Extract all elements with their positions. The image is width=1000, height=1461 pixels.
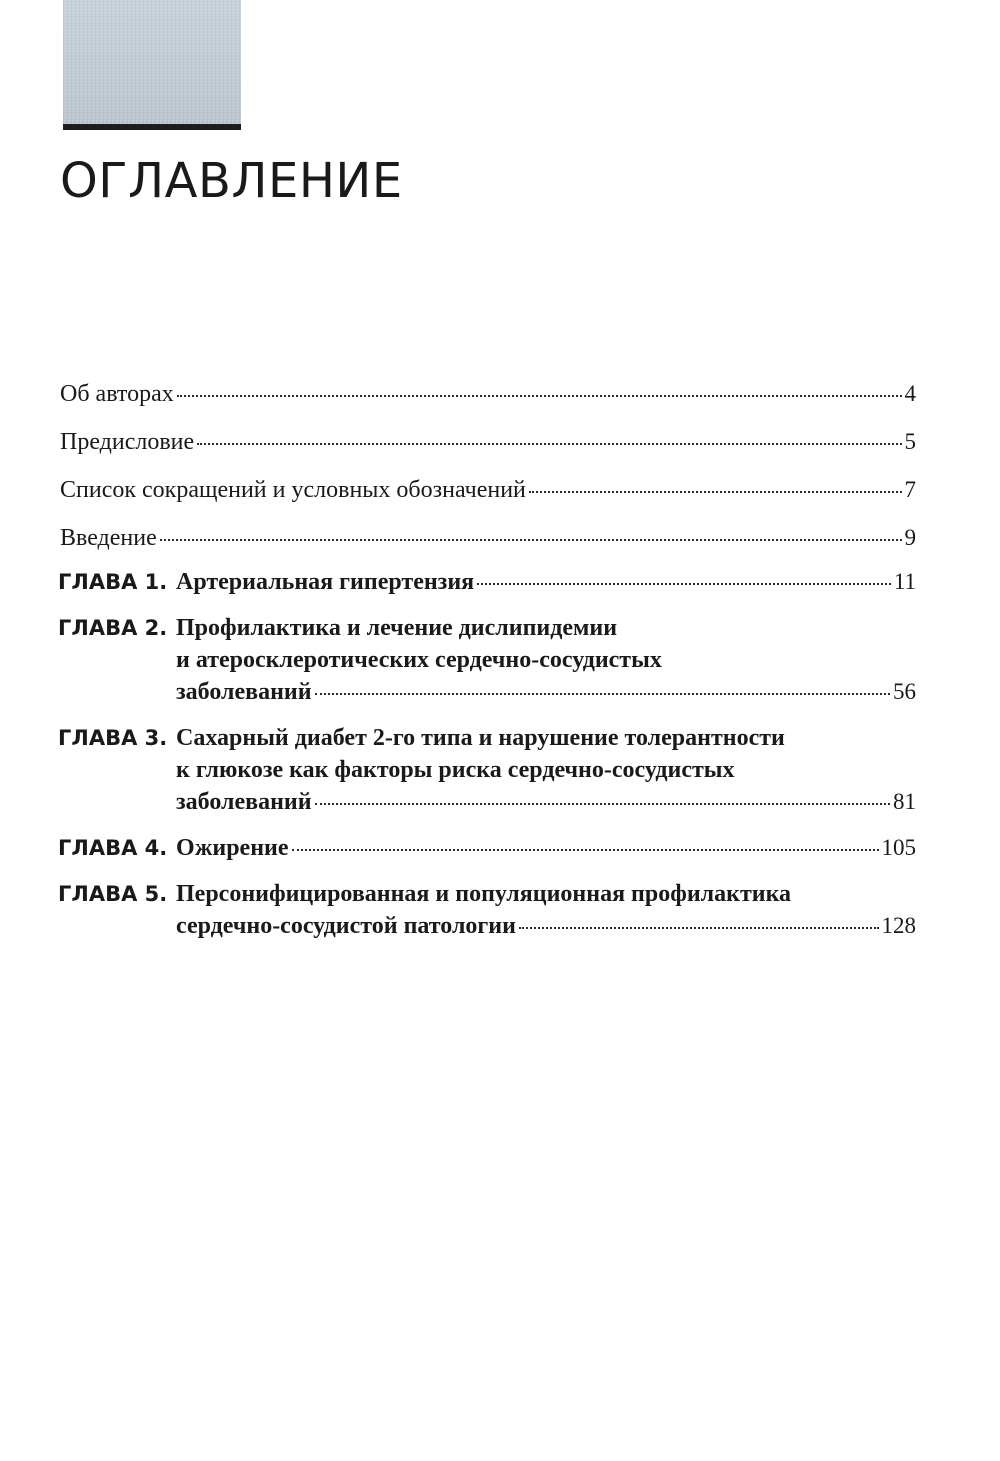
toc-entry-title: заболеваний (176, 679, 312, 705)
dot-leader (477, 583, 891, 585)
chapter-label: ГЛАВА 1. (58, 570, 168, 594)
toc-entry-preface[interactable] (58, 410, 916, 458)
toc-page-number: 7 (904, 477, 916, 502)
dot-leader (519, 927, 879, 929)
page-title: ОГЛАВЛЕНИЕ (60, 153, 403, 209)
toc-page-number: 56 (893, 679, 916, 704)
toc-page-number: 128 (881, 913, 916, 938)
table-of-contents (58, 362, 916, 956)
toc-entry-line: Персонифицированная и популяционная профилактика (176, 881, 792, 907)
toc-entry-line: и атеросклеротических сердечно-сосудистых (176, 647, 662, 673)
toc-entry-title: Ожирение (176, 835, 289, 861)
toc-entry-line: Профилактика и лечение дислипидемии (176, 615, 618, 641)
chapter-label: ГЛАВА 4. (58, 836, 168, 860)
toc-chapter-2[interactable] (58, 612, 916, 708)
chapter-label: ГЛАВА 2. (58, 616, 168, 640)
dot-leader (315, 693, 890, 695)
toc-page-number: 5 (904, 429, 916, 454)
dot-leader (177, 395, 902, 397)
toc-entry-introduction[interactable] (58, 506, 916, 554)
chapter-label: ГЛАВА 3. (58, 726, 168, 750)
dot-leader (529, 491, 902, 493)
toc-entry-abbreviations[interactable] (58, 458, 916, 506)
toc-entry-title: сердечно-сосудистой патологии (176, 913, 516, 939)
toc-page-number: 11 (893, 569, 916, 594)
toc-entry-title: Введение (60, 525, 157, 551)
toc-chapter-5[interactable] (58, 878, 916, 942)
dot-leader (292, 849, 879, 851)
dot-leader (315, 803, 890, 805)
toc-entry-title: Предисловие (60, 429, 195, 455)
toc-chapter-1[interactable] (58, 566, 916, 598)
toc-entry-line: к глюкозе как факторы риска сердечно-сосудистых (176, 757, 735, 783)
toc-chapter-3[interactable] (58, 722, 916, 818)
toc-entry-title: Об авторах (60, 381, 174, 407)
decorative-rule (63, 124, 241, 130)
dot-leader (197, 443, 901, 445)
toc-entry-about-authors[interactable] (58, 362, 916, 410)
toc-page-number: 4 (904, 381, 916, 406)
decorative-corner-block (63, 0, 241, 124)
toc-entry-line: Сахарный диабет 2-го типа и нарушение толерантности (176, 725, 785, 751)
toc-page-number: 81 (893, 789, 916, 814)
toc-entry-title: Список сокращений и условных обозначений (60, 477, 526, 503)
toc-entry-title: заболеваний (176, 789, 312, 815)
chapter-label: ГЛАВА 5. (58, 882, 168, 906)
dot-leader (160, 539, 902, 541)
toc-page-number: 9 (904, 525, 916, 550)
toc-page-number: 105 (881, 835, 916, 860)
toc-chapter-4[interactable] (58, 832, 916, 864)
toc-entry-title: Артериальная гипертензия (176, 569, 475, 595)
